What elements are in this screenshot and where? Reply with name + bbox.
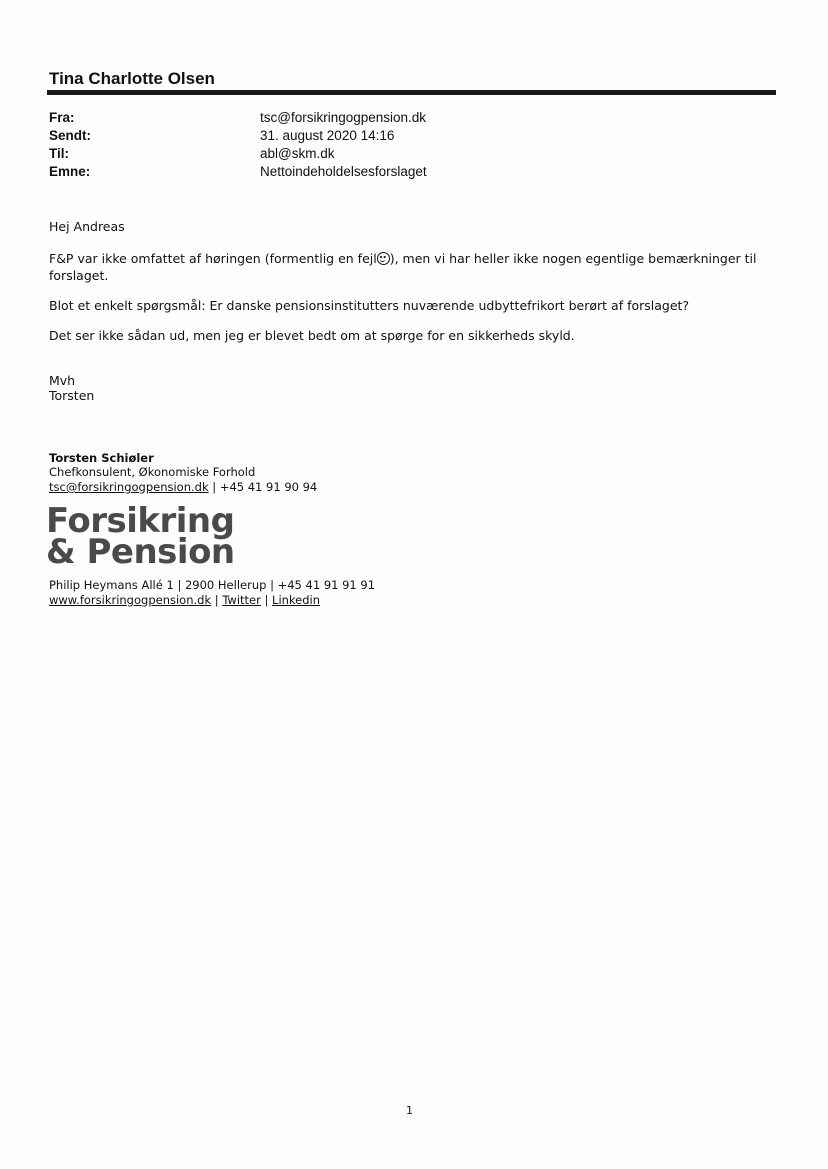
owner-name: Tina Charlotte Olsen bbox=[49, 69, 215, 88]
linkedin-link[interactable]: Linkedin bbox=[272, 593, 321, 607]
to-value: abl@skm.dk bbox=[260, 146, 335, 161]
twitter-link[interactable]: Twitter bbox=[222, 593, 261, 607]
company-logo-line-2: & Pension bbox=[46, 532, 235, 572]
from-label: Fra: bbox=[49, 110, 75, 125]
to-label: Til: bbox=[49, 146, 69, 161]
paragraph-1 bbox=[49, 250, 779, 284]
signature-name: Torsten Schiøler bbox=[49, 451, 154, 465]
company-logo-line-1: Forsikring bbox=[46, 501, 235, 541]
page-number: 1 bbox=[406, 1104, 413, 1117]
address-city: 2900 Hellerup bbox=[184, 578, 267, 592]
subject-label: Emne: bbox=[49, 164, 91, 179]
signature-email-link[interactable]: tsc@forsikringogpension.dk bbox=[49, 480, 209, 494]
company-address: Philip Heymans Allé 1 | 2900 Hellerup | +45 41 91 91 91 bbox=[49, 578, 376, 592]
separator: | bbox=[208, 480, 220, 494]
address-street: Philip Heymans Allé 1 bbox=[49, 578, 174, 592]
company-links: www.forsikringogpension.dk | Twitter | Linkedin bbox=[49, 593, 321, 607]
from-value: tsc@forsikringogpension.dk bbox=[260, 110, 427, 125]
smiley-icon bbox=[377, 252, 390, 265]
sent-label: Sendt: bbox=[49, 128, 91, 143]
header-divider bbox=[47, 90, 776, 95]
paragraph-1-text-a: F&P var ikke omfattet af høringen (formentlig en fejl bbox=[49, 251, 377, 266]
paragraph-1-text-b: ), men vi har heller ikke nogen egentlige bemærkninger til forslaget. bbox=[49, 251, 757, 283]
closing-name: Torsten bbox=[49, 388, 95, 403]
subject-value: Nettoindeholdelsesforslaget bbox=[260, 164, 427, 179]
paragraph-3: Det ser ikke sådan ud, men jeg er blevet bedt om at spørge for en sikkerheds skyld. bbox=[49, 328, 575, 343]
greeting: Hej Andreas bbox=[49, 219, 125, 234]
closing: Mvh bbox=[49, 373, 76, 388]
signature-phone: +45 41 91 90 94 bbox=[219, 480, 318, 494]
signature-title: Chefkonsulent, Økonomiske Forhold bbox=[49, 465, 256, 479]
sent-value: 31. august 2020 14:16 bbox=[260, 128, 395, 143]
website-link[interactable]: www.forsikringogpension.dk bbox=[49, 593, 212, 607]
paragraph-2: Blot et enkelt spørgsmål: Er danske pensionsinstitutters nuværende udbyttefrikort berørt af forslaget? bbox=[49, 298, 690, 313]
address-phone: +45 41 91 91 91 bbox=[277, 578, 376, 592]
signature-contact bbox=[49, 480, 317, 494]
